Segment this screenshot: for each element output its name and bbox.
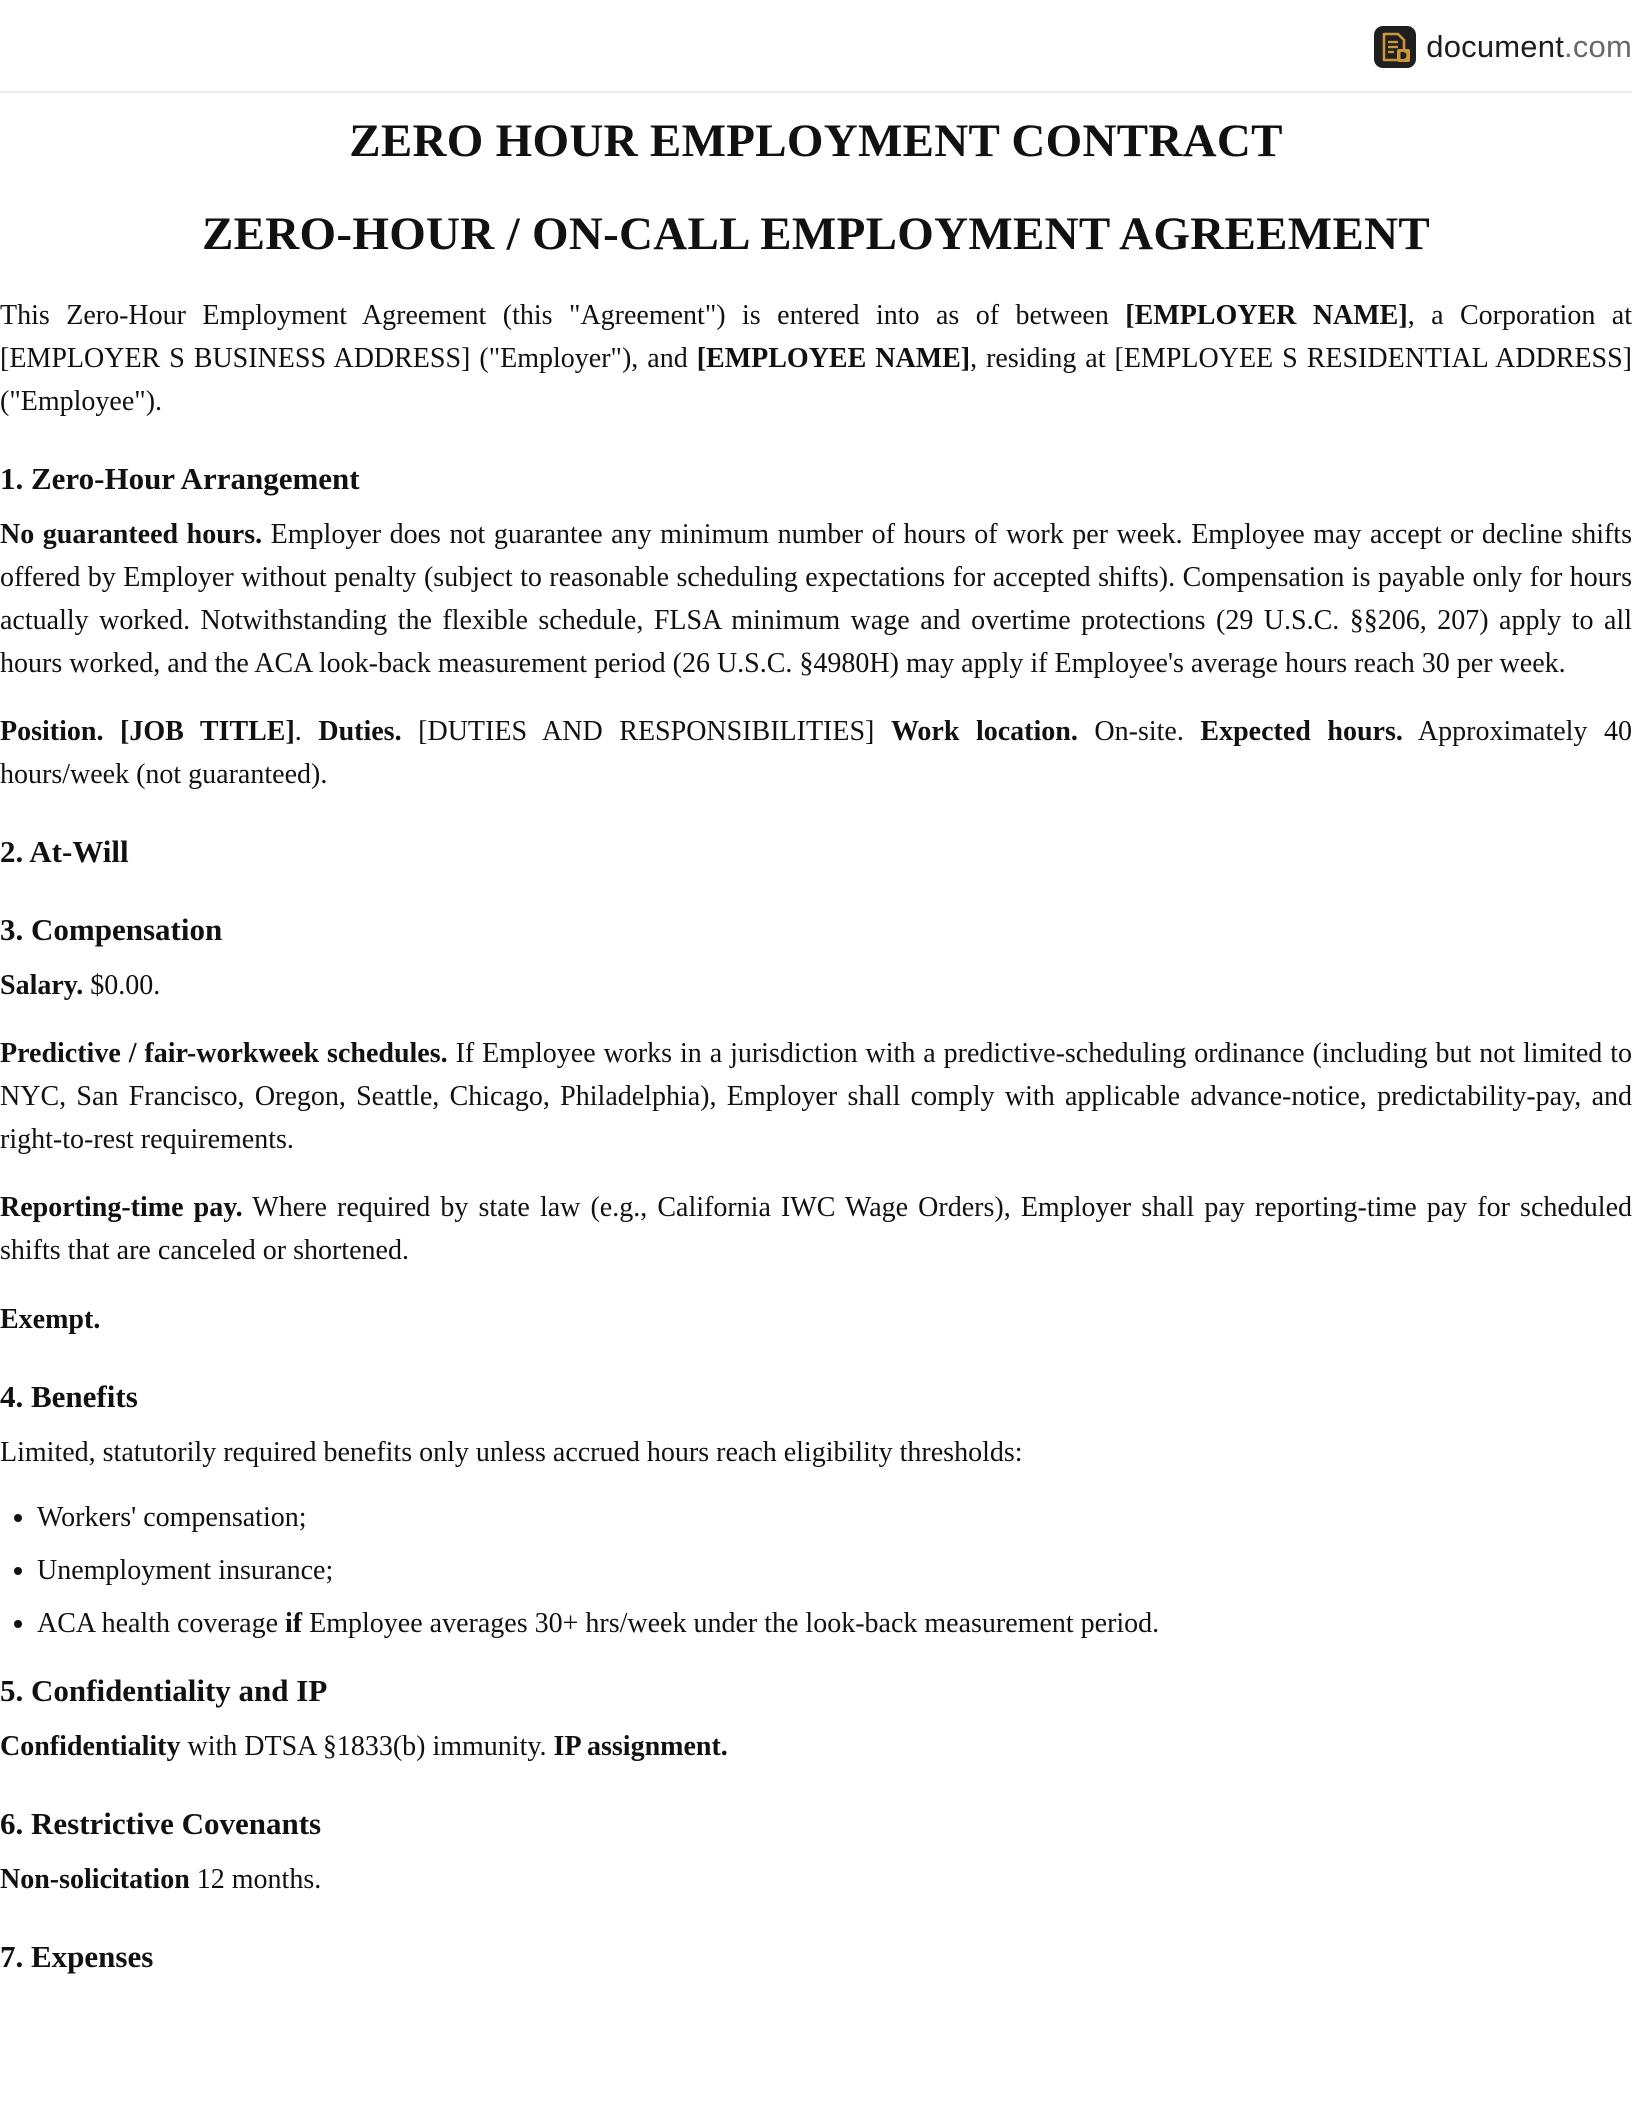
duties-label: Duties. <box>318 716 402 747</box>
expected-hours-text: Approximately 40 hours/week (not guaranteed). <box>0 716 1632 790</box>
document-subtitle: ZERO-HOUR / ON-CALL EMPLOYMENT AGREEMENT <box>201 208 1430 260</box>
intro-paragraph <box>0 294 1632 423</box>
paragraph-confidentiality <box>0 1725 1632 1768</box>
section-heading-benefits: 4. Benefits <box>0 1379 138 1414</box>
confidentiality-text: with DTSA §1833(b) immunity. <box>180 1731 554 1762</box>
job-title-placeholder: [JOB TITLE] <box>120 716 295 747</box>
list-item: • Unemployment insurance; <box>37 1549 1632 1592</box>
aca-if: if <box>285 1608 303 1639</box>
aca-text-1: ACA health coverage <box>37 1608 286 1639</box>
brand-header <box>0 0 1632 93</box>
section-heading-confidentiality: 5. Confidentiality and IP <box>0 1673 328 1708</box>
paragraph-reporting-time-pay <box>0 1186 1632 1272</box>
employer-name-placeholder: [EMPLOYER NAME] <box>1125 300 1408 331</box>
brand-name-main: document <box>1426 29 1565 64</box>
predictive-label: Predictive / fair-workweek schedules. <box>0 1038 448 1069</box>
work-location-label: Work location. <box>890 716 1078 747</box>
section-heading-at-will: 2. At-Will <box>0 834 129 869</box>
predictive-text: If Employee works in a jurisdiction with a predictive-scheduling ordinance (including but not limited to NYC, San Francisco, Oregon, Seattle, Chicago, Philadelphia), Employer shall comply with applicable advance-notice, predictability-pay, and right-to-rest requirements. <box>0 1038 1632 1155</box>
aca-text-2: Employee averages 30+ hrs/week under the look-back measurement period. <box>302 1608 1160 1639</box>
brand-name-tld: .com <box>1564 29 1632 64</box>
ip-assignment-label: IP assignment. <box>553 1731 728 1762</box>
salary-text: $0.00. <box>83 970 161 1001</box>
position-label: Position. <box>0 716 104 747</box>
section-heading-expenses: 7. Expenses <box>0 1939 154 1974</box>
exempt-label: Exempt. <box>0 1304 101 1335</box>
non-solicitation-text: 12 months. <box>189 1864 322 1895</box>
position-dot: . <box>294 716 302 747</box>
list-item <box>37 1602 1632 1645</box>
document-logo-icon <box>1373 25 1417 69</box>
intro-text-3: , residing at [EMPLOYEE S RESIDENTIAL ADDRESS] ("Employee"). <box>0 343 1632 417</box>
salary-label: Salary. <box>0 970 84 1001</box>
reporting-label: Reporting-time pay. <box>0 1192 243 1223</box>
section-heading-zero-hour: 1. Zero-Hour Arrangement <box>0 461 360 496</box>
list-item: • Workers' compensation; <box>37 1496 1632 1539</box>
no-guaranteed-hours-text: Employer does not guarantee any minimum number of hours of work per week. Employee may accept or decline shifts offered by Employer without penalty (subject to reasonable scheduling expectations for accepted shifts). Compensation is payable only for hours actually worked. Notwithstanding the flexible schedule, FLSA minimum wage and overtime protections (29 U.S.C. §§206, 207) apply to all hours worked, and the ACA look-back measurement period (26 U.S.C. §4980H) may apply if Employee's average hours reach 30 per week. <box>0 519 1632 679</box>
no-guaranteed-hours-label: No guaranteed hours. <box>0 519 263 550</box>
paragraph-benefits-intro: Limited, statutorily required benefits only unless accrued hours reach eligibility thresholds: <box>0 1437 1023 1468</box>
benefits-list <box>0 1496 1632 1645</box>
paragraph-position <box>0 710 1632 796</box>
paragraph-predictive-schedules <box>0 1032 1632 1161</box>
reporting-text: Where required by state law (e.g., California IWC Wage Orders), Employer shall pay reporting-time pay for scheduled shifts that are canceled or shortened. <box>0 1192 1632 1266</box>
work-location-text: On-site. <box>1077 716 1201 747</box>
employee-name-placeholder: [EMPLOYEE NAME] <box>696 343 971 374</box>
expected-hours-label: Expected hours. <box>1200 716 1403 747</box>
confidentiality-label: Confidentiality <box>0 1731 181 1762</box>
intro-text-1: This Zero-Hour Employment Agreement (this "Agreement") is entered into as of between <box>0 300 1126 331</box>
paragraph-no-guaranteed-hours <box>0 513 1632 685</box>
paragraph-non-solicitation <box>0 1858 1632 1901</box>
duties-text: [DUTIES AND RESPONSIBILITIES] <box>401 716 891 747</box>
section-heading-compensation: 3. Compensation <box>0 912 223 947</box>
paragraph-salary <box>0 964 1632 1007</box>
section-heading-restrictive-covenants: 6. Restrictive Covenants <box>0 1806 322 1841</box>
brand[interactable] <box>1373 24 1632 70</box>
intro-text-2: , a Corporation at [EMPLOYER S BUSINESS ADDRESS] ("Employer"), and <box>0 300 1632 374</box>
brand-name <box>1426 29 1632 65</box>
document-title: ZERO HOUR EMPLOYMENT CONTRACT <box>349 115 1283 167</box>
document-body <box>0 93 1632 1979</box>
paragraph-exempt <box>0 1298 1632 1341</box>
non-solicitation-label: Non-solicitation <box>0 1864 190 1895</box>
